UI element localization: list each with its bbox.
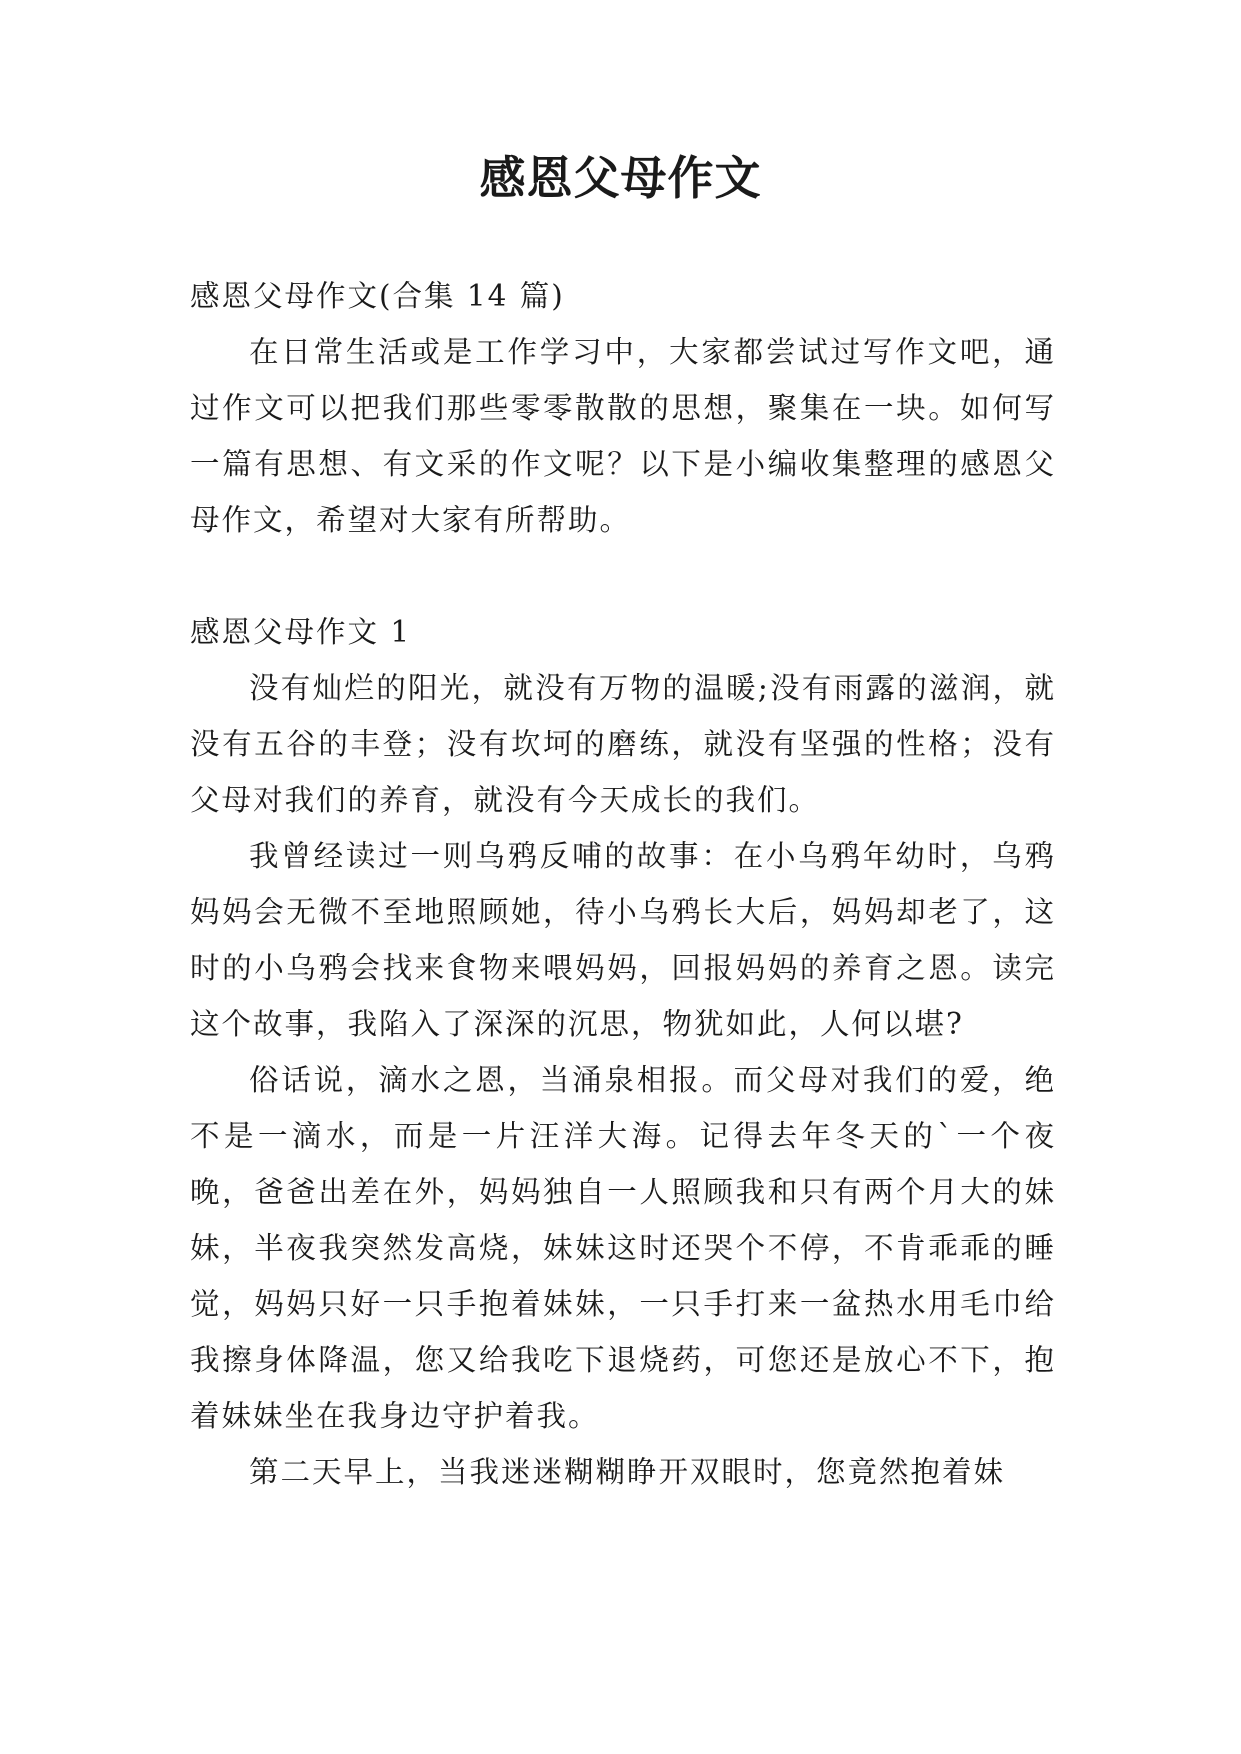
body-paragraph-3: 俗话说，滴水之恩，当涌泉相报。而父母对我们的爱，绝不是一滴水，而是一片汪洋大海。记得去年冬天的`一个夜晚，爸爸出差在外，妈妈独自一人照顾我和只有两个月大的妹妹，半夜我突然发高烧，妹妹这时还哭个不停，不肯乖乖的睡觉，妈妈只好一只手抱着妹妹，一只手打来一盆热水用毛巾给我擦身体降温，您又给我吃下退烧药，可您还是放心不下，抱着妹妹坐在我身边守护着我。 [190,1063,1056,1433]
intro-paragraph: 在日常生活或是工作学习中，大家都尝试过写作文吧，通过作文可以把我们那些零零散散的思想，聚集在一块。如何写一篇有思想、有文采的作文呢？以下是小编收集整理的感恩父母作文，希望对大家有所帮助。 [190,335,1056,537]
section-spacer [190,548,1056,604]
collection-heading: 感恩父母作文(合集 14 篇) [190,279,565,313]
body-paragraph-4: 第二天早上，当我迷迷糊糊睁开双眼时，您竟然抱着妹 [249,1455,1006,1489]
body-paragraph-2: 我曾经读过一则乌鸦反哺的故事：在小乌鸦年幼时，乌鸦妈妈会无微不至地照顾她，待小乌鸦长大后，妈妈却老了，这时的小乌鸦会找来食物来喂妈妈，回报妈妈的养育之恩。读完这个故事，我陷入了深深的沉思，物犹如此，人何以堪? [190,839,1056,1041]
document-title: 感恩父母作文 [479,151,762,205]
body-paragraph-1: 没有灿烂的阳光，就没有万物的温暖;没有雨露的滋润，就没有五谷的丰登；没有坎坷的磨练，就没有坚强的性格；没有父母对我们的养育，就没有今天成长的我们。 [190,671,1056,817]
document-body [190,268,1056,1500]
section-heading: 感恩父母作文 1 [190,615,412,649]
